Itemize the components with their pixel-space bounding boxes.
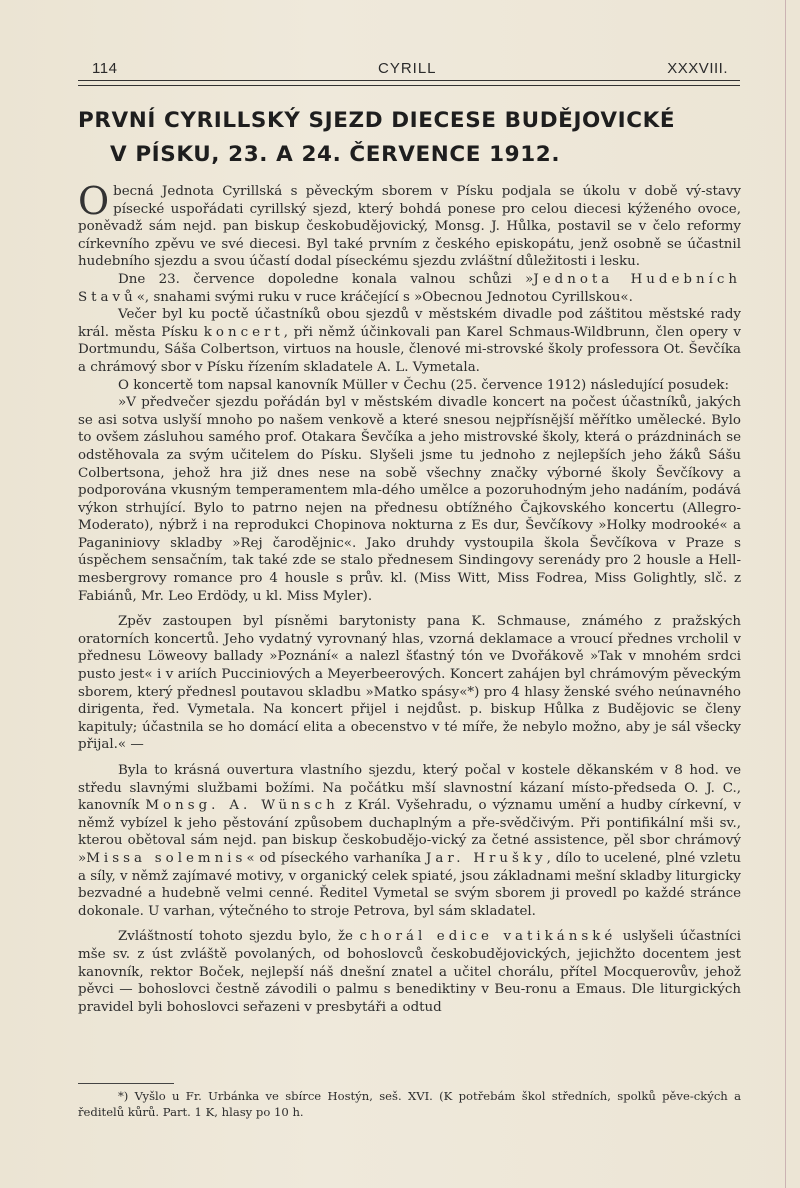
paragraph-1-text: becná Jednota Cyrillská s pěveckým sborem v Písku podjala se úkolu v době vý-stavy písecké uspořádati cyrillský sjezd, který bohdá ponese pro celou diecesi kýženého ovoce, poněvadž sám nejd. pan biskup českobudějovický, Monsg. J. Hůlka, postavil se v čelo reformy církevního zpěvu ve své diecesi. Byl také prvním z českého episkopátu, jenž osobně se účastnil hudebního sjezdu a svou účastí dodal píseckému sjezdu zvláštní důležitosti i lesku. (78, 184, 741, 270)
paragraph-7-text-b: z Král. Vyšehradu, o významu umění a hudby církevní, v němž vybízel k jeho pěstování způsobem duchaplným a pře-svědčivým. Při pontifikální mši sv., kterou obětoval sám nejd. pan biskup českobudějo-vický za četné assistence, pěl sbor chrámový » (78, 798, 741, 866)
title-line-2: V PÍSKU, 23. A 24. ČERVENCE 1912. (110, 142, 561, 167)
paragraph-8-text-b: uslyšeli účastníci mše sv. z úst zvláště povolaných, od bohoslovců českobudějovických, jejichžto docentem jest kanovník, rektor Boček, nejlepší náš dnešní znatel a učitel chorálu, přítel Mocquerovův, jehož pěvci — bohoslovci čestně závodili o palmu s benediktiny v Beu-ronu a Emaus. Dle liturgických pravidel byli bohoslovci seřazeni v presbytáři a odtud (78, 929, 741, 1015)
paragraph-2-text-a: Dne 23. července dopoledne konala valnou schůzi » (118, 271, 534, 287)
paragraph-7-text-d: , dílo to ucelené, plné vzletu a síly, v němž zajímavé motivy, v organický celek spiaté, jsou základnami mešní skladby liturgicky bezvadné a hudebně velmi cenné. Ředitel Vymetal se svým sborem ji provedl po každé stránce dokonale. U varhan, výtečného to stroje Petrova, byl sám skladatel. (78, 850, 741, 919)
spaced-jednota: Jednota Hudebních Stavů (78, 271, 741, 305)
running-head (78, 60, 738, 80)
footnote (78, 1088, 741, 1120)
drop-initial: O (78, 179, 110, 223)
paragraph-8-text-a: Zvláštností tohoto sjezdu bylo, že (118, 929, 360, 945)
spaced-missa: Missa solemnis (86, 850, 247, 866)
article-body (78, 179, 742, 1016)
article-title (78, 104, 738, 172)
title-line-1: PRVNÍ CYRILLSKÝ SJEZD DIECESE BUDĚJOVICKÉ (78, 108, 676, 133)
header-rule (78, 80, 740, 86)
paragraph-3-text-a: Večer byl ku poctě účastníků obou sjezdů v městském divadle pod záštitou městské rady král. města Písku (78, 307, 741, 340)
spaced-choral: chorál edice vatikánské (359, 929, 617, 945)
spaced-hrusky: Jar. Hrušky (425, 850, 547, 866)
paragraph-3-text-b: , při němž účinkovali pan Karel Schmaus-Wildbrunn, člen opery v Dortmundu, Sáša Colbertson, virtuos na housle, členové mi-strovské školy professora Ot. Ševčíka a chrámový sbor v Písku řízením skladatele A. L. Vymetala. (78, 324, 742, 375)
paragraph-5: »V předvečer sjezdu pořádán byl v městském divadle koncert na počest účastníků, jakých se asi sotva uslyší mnoho po našem venkově a které snesou nejpřísnější měřítko umělecké. Bylo to ovšem zásluhou samého prof. Otakara Ševčíka a jeho mistrovské školy, která o prázdninách se odstěhovala za svým učitelem do Písku. Slyšeli jsme tu jednoho z nejlepších jeho žáků Sášu Colbertsona, jehož hra již dnes nese na sobě všechny značky výborné školy Ševčíkovy a podporována vkusným temperamentem mla-dého umělce a pozoruhodným jeho nadáním, podává výkon strhující. Bylo to patrno nejen na přednesu obtížného Čajkovského koncertu (Allegro-Moderato), nýbrž i na reprodukci Chopinova nokturna z Es dur, Ševčíkovy »Holky modrooké« a Paganiniovy skladby »Rej čarodějnic«. Jako druhdy vystoupila škola Ševčíkova v Praze s úspěchem sensačním, tak také zde se stalo přednesem Sindingovy serenády pro 2 housle a Hell-mesbergrovy romance pro 4 housle s prův. kl. (Miss Witt, Miss Fodrea, Miss Golightly, slč. z Fabiánů, Mr. Leo Erdödy, u kl. Miss Myler). (78, 395, 741, 604)
paragraph-7-text-c: « od píseckého varhaníka (246, 850, 426, 866)
spaced-koncert: koncert (203, 324, 284, 340)
paragraph-4: O koncertě tom napsal kanovník Müller v Čechu (25. července 1912) následující posudek: (118, 377, 730, 393)
paragraph-1 (78, 179, 741, 271)
paragraph-3 (78, 306, 741, 376)
paragraph-7 (78, 762, 741, 920)
page-edge (785, 0, 786, 1188)
paragraph-6: Zpěv zastoupen byl písněmi barytonisty pana K. Schmause, známého z pražských oratorních koncertů. Jeho vydatný vyrovnaný hlas, vzorná deklamace a vroucí přednes vrcholil v přednesu Löweovy ballady »Poznání« a nalezl šťastný tón ve Dvořákově »Tak v mnohém srdci pusto jest« i v ariích Pucciniových a Meyerbeerových. Koncert zahájen byl chrámovým pěveckým sborem, který přednesl poutavou skladbu »Matko spásy«*) pro 4 hlasy ženské svého neúnavného dirigenta, řed. Vymetala. Na koncert přijel i nejdůst. p. biskup Hůlka z Budějovic se členy kapituly; účastnila se ho domácí elita a obecenstvo v té míře, že nebylo možno, aby je sál všecky přijal.« — (78, 614, 741, 753)
page-number: 114 (92, 60, 118, 77)
paragraph-8 (78, 928, 741, 1016)
footnote-rule (78, 1083, 174, 1084)
journal-title: CYRILL (378, 60, 437, 77)
spaced-wunsch: Monsg. A. Wünsch (145, 798, 339, 814)
paragraph-2-text-b: «, snahami svými ruku v ruce kráčející s »Obecnou Jednotou Cyrillskou«. (136, 289, 633, 305)
volume-number: XXXVIII. (667, 60, 728, 77)
paragraph-2 (78, 271, 741, 306)
paragraph-7-text-a: Byla to krásná ouvertura vlastního sjezdu, který počal v kostele děkanském v 8 hod. ve středu slavnými službami božími. Na počátku mší slavnostní kázaní místo-předseda O. J. C., kanovník (78, 763, 741, 814)
footnote-text: *) Vyšlo u Fr. Urbánka ve sbírce Hostýn, seš. XVI. (K potřebám škol středních, spolků pěve-ckých a ředitelů kůrů. Part. 1 K, hlasy po 10 h. (78, 1089, 741, 1119)
